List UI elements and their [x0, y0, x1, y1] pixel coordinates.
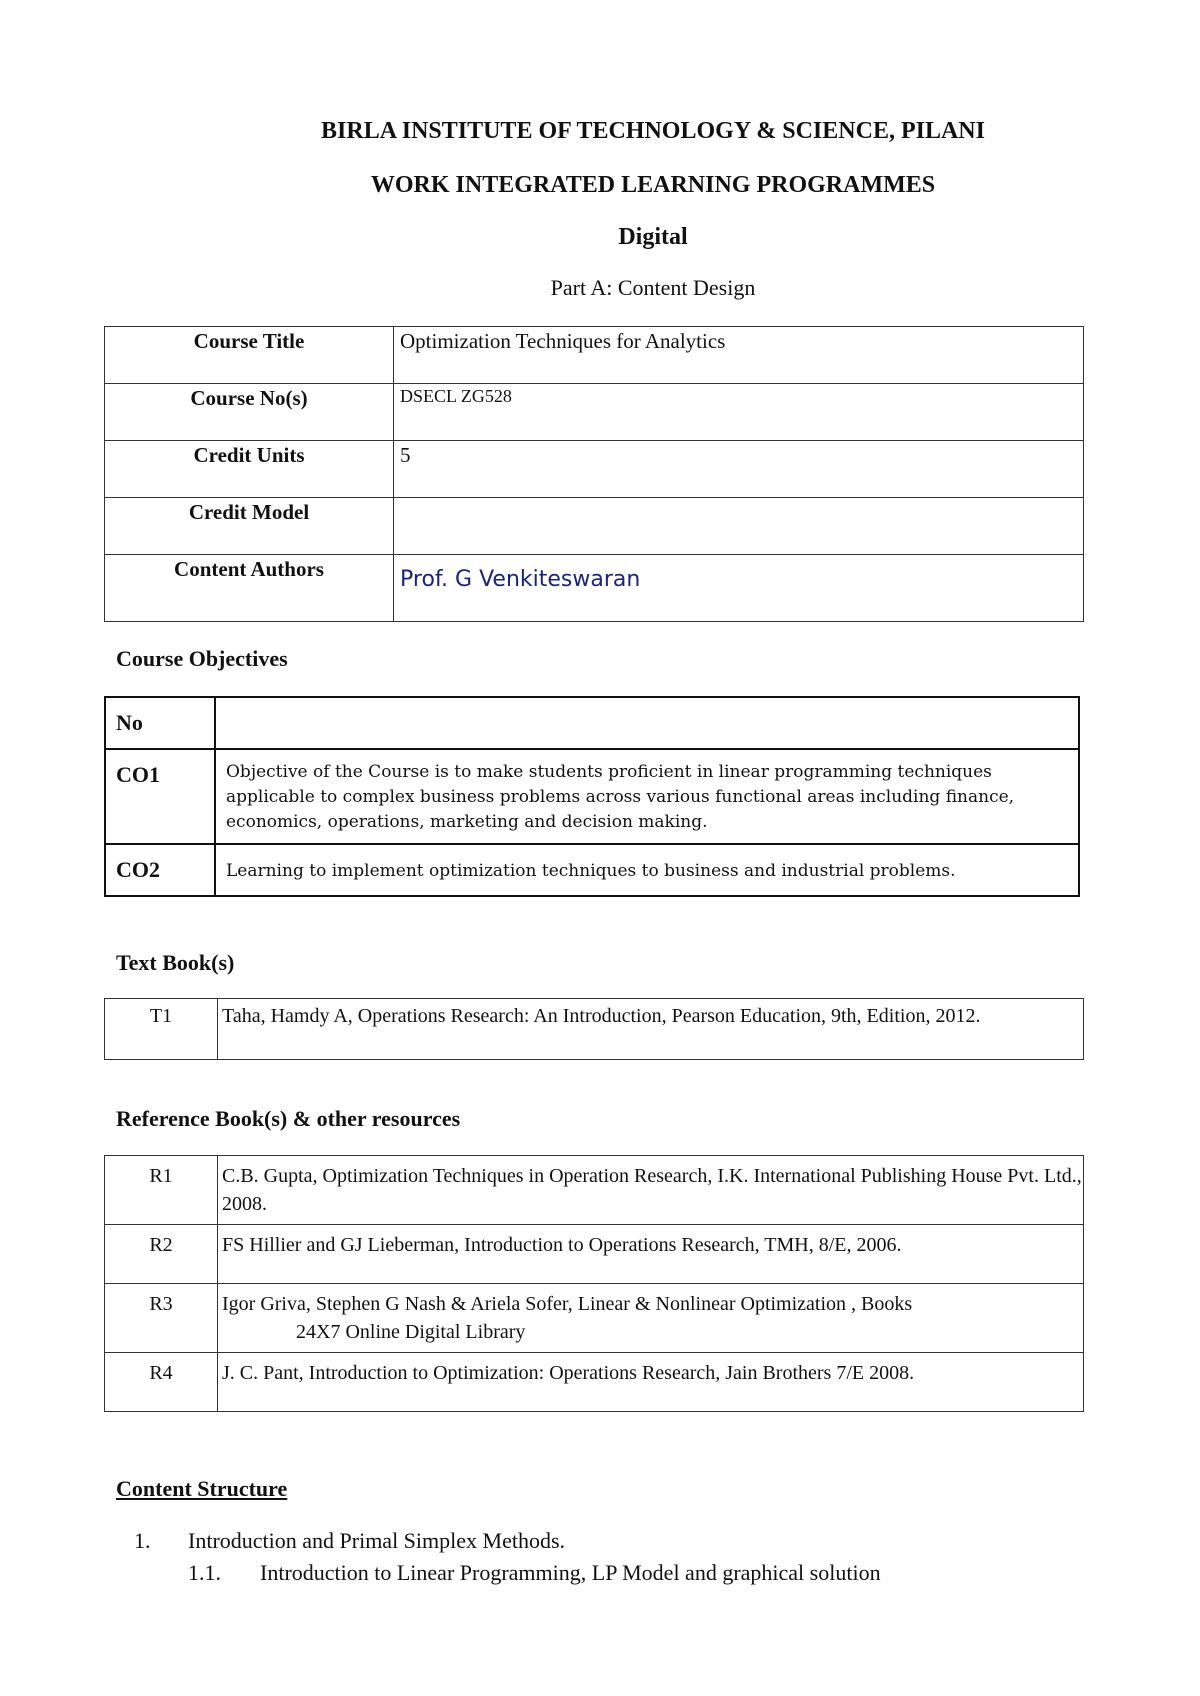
course-objectives-table: [104, 696, 1080, 897]
table-row: [105, 1225, 1084, 1284]
objective-text: Objective of the Course is to make students proficient in linear programming techniques applicable to complex business problems across various functional areas including finance, economics, operations, marketing and decision making.: [215, 749, 1079, 844]
objective-text: Learning to implement optimization techniques to business and industrial problems.: [215, 844, 1079, 896]
course-title-label: Course Title: [105, 327, 394, 384]
list-item-number: 1.1.: [188, 1560, 221, 1585]
table-row: [105, 441, 1084, 498]
reference-citation: C.B. Gupta, Optimization Techniques in Operation Research, I.K. International Publishing House Pvt. Ltd., 2008.: [218, 1156, 1084, 1225]
reference-citation: FS Hillier and GJ Lieberman, Introduction to Operations Research, TMH, 8/E, 2006.: [218, 1225, 1084, 1284]
content-authors-value: Prof. G Venkiteswaran: [394, 555, 1084, 622]
reference-id: R1: [105, 1156, 218, 1225]
course-no-label: Course No(s): [105, 384, 394, 441]
text-books-heading: Text Book(s): [116, 950, 235, 975]
objective-id: CO2: [105, 844, 215, 896]
text-book-citation: Taha, Hamdy A, Operations Research: An Introduction, Pearson Education, 9th, Edition, 2012.: [218, 999, 1084, 1060]
table-row: [105, 327, 1084, 384]
reference-id: R2: [105, 1225, 218, 1284]
reference-id: R3: [105, 1284, 218, 1353]
reference-citation: [218, 1284, 1084, 1353]
table-row: [105, 384, 1084, 441]
table-row: [105, 999, 1084, 1060]
text-books-table: [104, 998, 1084, 1060]
course-title-value: Optimization Techniques for Analytics: [394, 327, 1084, 384]
credit-units-value: 5: [394, 441, 1084, 498]
institute-title: BIRLA INSTITUTE OF TECHNOLOGY & SCIENCE, PILANI: [321, 118, 985, 144]
course-no-value: DSECL ZG528: [394, 384, 1084, 441]
table-row: [105, 1353, 1084, 1412]
programme-title: WORK INTEGRATED LEARNING PROGRAMMES: [370, 172, 936, 198]
content-structure-heading: Content Structure: [116, 1476, 288, 1501]
reference-citation-continuation: 24X7 Online Digital Library: [296, 1321, 526, 1343]
list-item: Introduction to Linear Programming, LP Model and graphical solution: [260, 1560, 881, 1585]
table-row: [105, 844, 1079, 896]
table-row: [105, 555, 1084, 622]
table-row: [105, 1284, 1084, 1353]
objectives-blank-header: [215, 697, 1079, 749]
reference-citation: J. C. Pant, Introduction to Optimization: Operations Research, Jain Brothers 7/E 2008.: [218, 1353, 1084, 1412]
credit-model-label: Credit Model: [105, 498, 394, 555]
table-row: [105, 1156, 1084, 1225]
objectives-no-header: No: [105, 697, 215, 749]
reference-books-table: [104, 1155, 1084, 1412]
text-book-id: T1: [105, 999, 218, 1060]
credit-model-value: [394, 498, 1084, 555]
objective-id: CO1: [105, 749, 215, 844]
list-item: Introduction and Primal Simplex Methods.: [188, 1528, 566, 1553]
mode-title: Digital: [618, 224, 688, 250]
credit-units-label: Credit Units: [105, 441, 394, 498]
table-row: [105, 697, 1079, 749]
reference-id: R4: [105, 1353, 218, 1412]
list-item-number: 1.: [134, 1528, 151, 1553]
course-info-table: [104, 326, 1084, 622]
content-authors-label: Content Authors: [105, 555, 394, 622]
table-row: [105, 498, 1084, 555]
course-objectives-heading: Course Objectives: [116, 646, 288, 671]
part-title: Part A: Content Design: [550, 275, 756, 300]
reference-citation-line: Igor Griva, Stephen G Nash & Ariela Sofer, Linear & Nonlinear Optimization , Books: [222, 1293, 913, 1315]
table-row: [105, 749, 1079, 844]
reference-books-heading: Reference Book(s) & other resources: [116, 1106, 461, 1131]
